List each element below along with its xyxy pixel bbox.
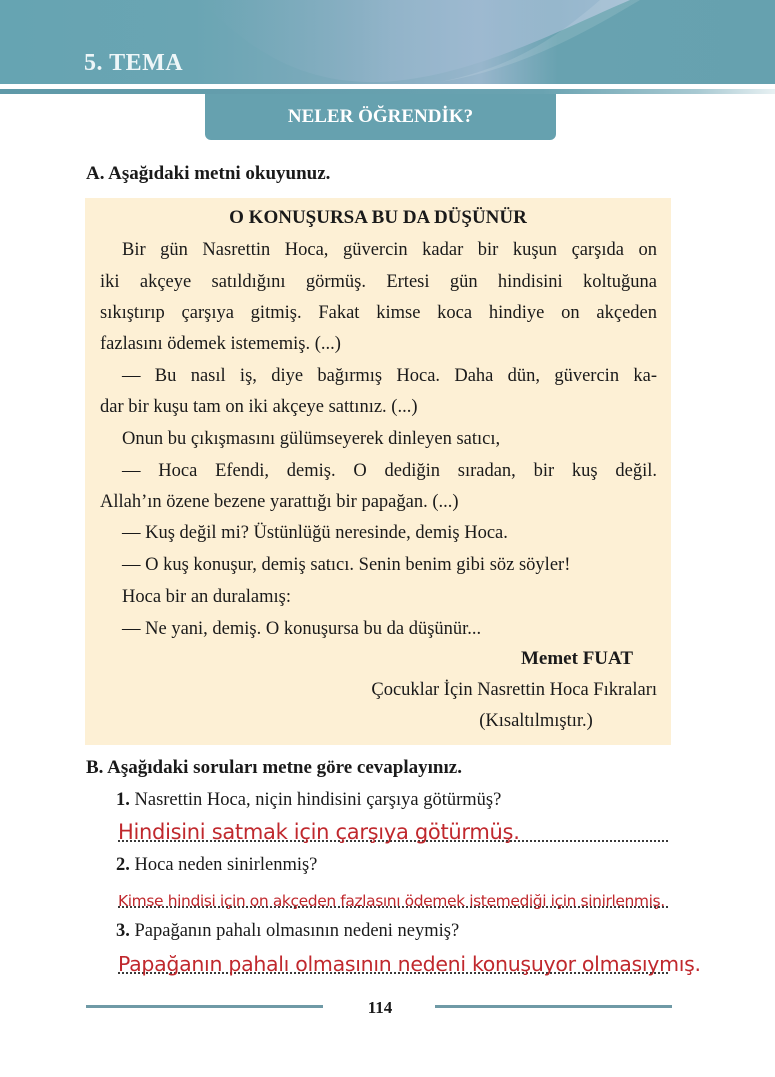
story-line: — Hoca Efendi, demiş. O dediğin sıradan, bir kuş değil.: [122, 461, 657, 481]
story-line: sıkıştırıp çarşıya gitmiş. Fakat kimse koca hindiye on akçeden: [100, 303, 657, 323]
section-b-heading: B. Aşağıdaki soruları metne göre cevaplayınız.: [86, 757, 462, 778]
story-line: — O kuş konuşur, demiş satıcı. Senin benim gibi söz söyler!: [122, 555, 571, 575]
question-text: Papağanın pahalı olmasının nedeni neymiş?: [129, 921, 460, 941]
story-line: — Ne yani, demiş. O konuşursa bu da düşünür...: [122, 619, 482, 639]
footer-rule-right: [435, 1005, 672, 1008]
story-line: Bir gün Nasrettin Hoca, güvercin kadar bir kuşun çarşıda on: [122, 240, 657, 260]
story-note: (Kısaltılmıştır.): [479, 711, 593, 731]
answer-text: Kimse hindisi için on akçeden fazlasını ödemek istemediği için sinirlenmiş.: [118, 892, 665, 910]
story-line: Hoca bir an duralamış:: [122, 587, 292, 607]
section-title: NELER ÖĞRENDİK?: [287, 106, 474, 127]
question-text: Nasrettin Hoca, niçin hindisini çarşıya götürmüş?: [129, 790, 502, 810]
story-line: Onun bu çıkışmasını gülümseyerek dinleyen satıcı,: [122, 429, 501, 449]
story-line: — Kuş değil mi? Üstünlüğü neresinde, demiş Hoca.: [122, 523, 508, 543]
question-2: [116, 855, 317, 876]
question-number: 2.: [116, 855, 130, 875]
answer-field-2[interactable]: [118, 878, 668, 908]
story-line: — Bu nasıl iş, diye bağırmış Hoca. Daha dün, güvercin ka-: [122, 366, 657, 386]
answer-field-3[interactable]: [118, 944, 701, 976]
page-number: 114: [367, 998, 393, 1017]
theme-label: 5. TEMA: [84, 50, 184, 76]
question-3: [116, 921, 459, 942]
answer-text: Hindisini satmak için çarşıya götürmüş.: [118, 820, 520, 844]
story-title: O KONUŞURSA BU DA DÜŞÜNÜR: [229, 207, 527, 228]
story-box: [85, 198, 671, 745]
header-band: [0, 0, 775, 84]
answer-text: Papağanın pahalı olmasının nedeni konuşuyor olmasıymış.: [118, 952, 701, 976]
story-line: fazlasını ödemek istememiş. (...): [100, 334, 341, 354]
answer-field-1[interactable]: [118, 812, 668, 842]
story-line: dar bir kuşu tam on iki akçeye sattınız. (...): [100, 397, 418, 417]
question-number: 1.: [116, 790, 130, 810]
question-text: Hoca neden sinirlenmiş?: [129, 855, 318, 875]
section-title-tab: [205, 94, 556, 140]
story-author: Memet FUAT: [520, 648, 633, 669]
story-line: Allah’ın özene bezene yarattığı bir papağan. (...): [100, 492, 459, 512]
footer-rule-left: [86, 1005, 323, 1008]
question-number: 3.: [116, 921, 130, 941]
story-source: Çocuklar İçin Nasrettin Hoca Fıkraları: [371, 680, 657, 700]
story-line: iki akçeye satıldığını görmüş. Ertesi gün hindisini koltuğuna: [100, 272, 657, 292]
question-1: [116, 790, 501, 811]
section-a-heading: A. Aşağıdaki metni okuyunuz.: [86, 163, 331, 184]
